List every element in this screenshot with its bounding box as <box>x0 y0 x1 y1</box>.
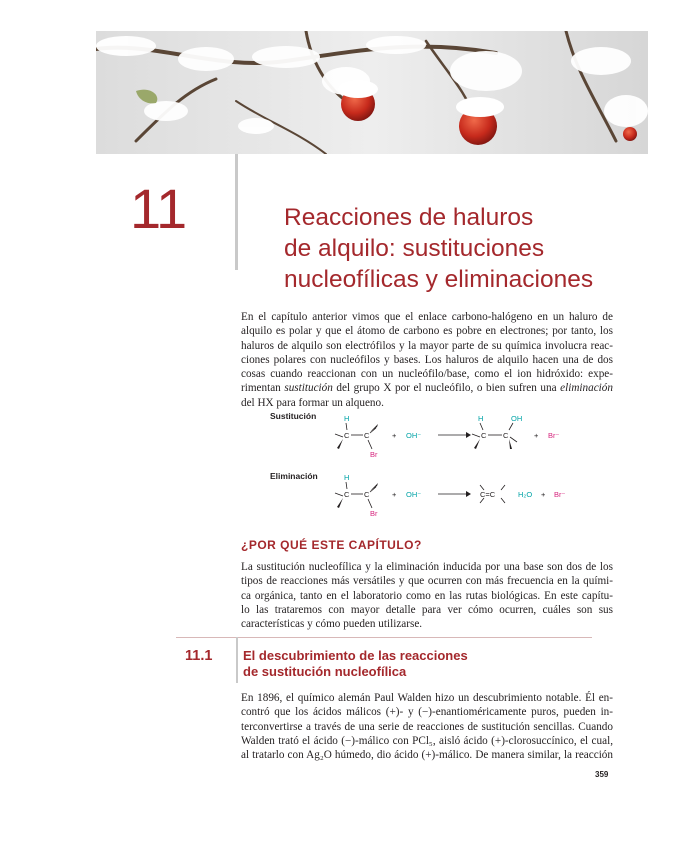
carbon-atom: C <box>364 490 370 499</box>
plus-sign: + <box>534 431 539 440</box>
substitution-reaction-scheme <box>320 408 620 468</box>
body-paragraph <box>241 691 613 762</box>
text-line: lo las trataremos con mayor detalle para ver cómo ocurren, cuáles son sus <box>241 603 613 616</box>
text-line: características y cómo pueden utilizarse. <box>241 618 423 631</box>
chapter-title-line: Reacciones de haluros <box>284 204 534 231</box>
chapter-number: 11 <box>130 177 187 240</box>
elimination-reaction-scheme <box>320 467 620 527</box>
text-line: alquilo es polar y que el átomo de carbono es pobre en electrones; por tanto, los <box>241 325 613 338</box>
alkene-product: C=C <box>480 490 496 499</box>
italic-term: sustitución <box>284 382 333 395</box>
text-line: La sustitución nucleofílica y la eliminación inducida por una base son dos de los <box>241 561 613 573</box>
section-title-line: de sustitución nucleofílica <box>243 664 407 679</box>
chapter-title-line: nucleofílicas y eliminaciones <box>284 266 594 293</box>
carbon-atom: C <box>364 431 370 440</box>
br-atom: Br <box>370 450 378 459</box>
section-number: 11.1 <box>185 648 213 664</box>
plus-sign: + <box>392 490 397 499</box>
water-molecule: H₂O <box>518 490 533 499</box>
section-rule <box>176 637 592 638</box>
chapter-title <box>284 202 644 295</box>
plus-sign: + <box>392 431 397 440</box>
text-line: del HX para formar un alqueno. <box>241 396 384 409</box>
text-line: cosas cuando reaccionan con un nucleófilo/base, como el ion hidróxido: expe- <box>241 368 613 381</box>
bromide-ion: Br⁻ <box>554 490 566 499</box>
section-title-line: El descubrimiento de las reacciones <box>243 648 468 663</box>
chapter-title-line: de alquilo: sustituciones <box>284 235 545 262</box>
text-line: ca orgánica, tanto en el laboratorio como en las rutas biológicas. En este capítu- <box>241 589 613 602</box>
elimination-label: Eliminación <box>270 471 318 481</box>
text-line: al tratarlo con Ag₂O húmedo, dio ácido (+)-málico. De manera similar, la reacción <box>241 749 613 762</box>
intro-paragraph <box>241 310 613 410</box>
carbon-atom: C <box>503 431 509 440</box>
substitution-label: Sustitución <box>270 411 317 421</box>
why-this-chapter-heading: ¿POR QUÉ ESTE CAPÍTULO? <box>241 538 422 552</box>
hydroxide-ion: OH⁻ <box>406 431 422 440</box>
text-line: ciones polares con nucleófilos y bases. Los haluros de alquilo hacen una de dos <box>241 353 613 366</box>
text-line: tipos de reacciones más versátiles y que ocurren con más frecuencia en la quími- <box>241 575 613 588</box>
text-line: contró que los ácidos málicos (+)- y (−)-enantioméricamente puros, pueden in- <box>241 706 613 719</box>
section-divider <box>236 637 238 683</box>
text-line: terconvertirse a través de una serie de reacciones de sustitución sencillas. Cuando <box>241 720 613 733</box>
text-line: rimentan sustitución del grupo X por el nucleófilo, o bien sufren una eliminación <box>241 382 613 395</box>
hydroxide-ion: OH⁻ <box>406 490 422 499</box>
h-atom: H <box>344 414 350 423</box>
h-atom: H <box>478 414 484 423</box>
section-title <box>243 648 468 680</box>
bromide-ion: Br⁻ <box>548 431 560 440</box>
italic-term: eliminación <box>560 382 613 395</box>
carbon-atom: C <box>481 431 487 440</box>
text-line: En el capítulo anterior vimos que el enlace carbono-halógeno en un haluro de <box>241 311 613 323</box>
text-line: En 1896, el químico alemán Paul Walden hizo un descubrimiento notable. Él en- <box>241 692 613 704</box>
plus-sign: + <box>541 490 546 499</box>
br-atom: Br <box>370 509 378 518</box>
h-atom: H <box>344 473 350 482</box>
carbon-atom: C <box>344 490 350 499</box>
oh-group: OH <box>511 414 523 423</box>
text-line: Walden trató el ácido (−)-málico con PCl₅, aisló ácido (+)-clorosuccínico, el cual, <box>241 734 613 747</box>
chapter-opener-photo <box>96 31 648 154</box>
chapter-divider <box>235 154 238 270</box>
text-line: haluros de alquilo son electrófilos y la mayor parte de su química involucra reac- <box>241 339 613 352</box>
carbon-atom: C <box>344 431 350 440</box>
why-paragraph <box>241 560 613 631</box>
page-number: 359 <box>595 770 609 779</box>
